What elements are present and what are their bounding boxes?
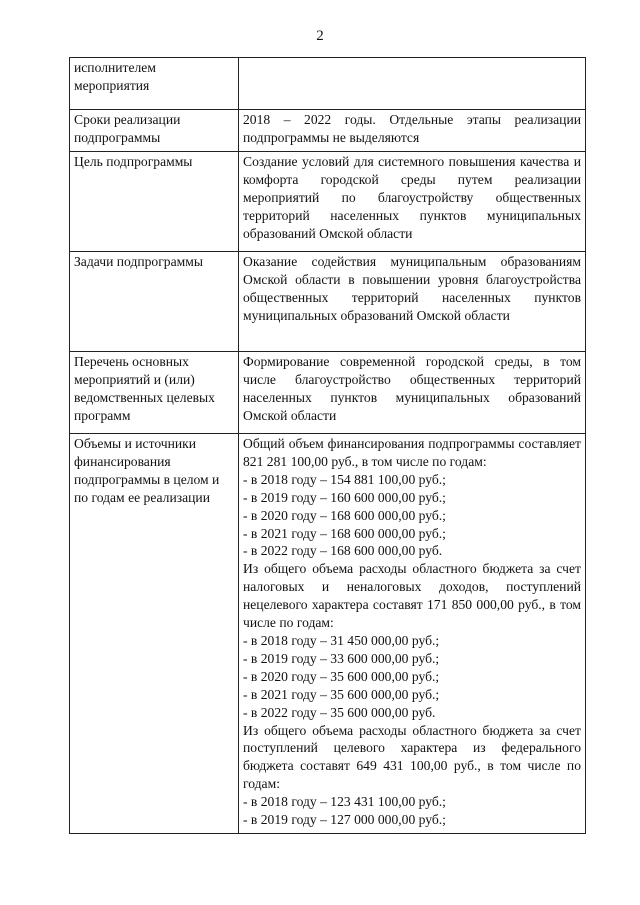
financing-line: Общий объем финансирования подпрограммы составляет 821 281 100,00 руб., в том числе по годам: (243, 436, 581, 469)
table-row (70, 434, 586, 834)
page-number: 2 (316, 28, 324, 44)
row-label: Цель подпрограммы (70, 152, 239, 252)
table-row (70, 110, 586, 152)
financing-line: - в 2019 году – 33 600 000,00 руб.; (243, 650, 440, 666)
row-label: исполнителем мероприятия (70, 58, 239, 110)
subprogram-passport-table (69, 57, 586, 834)
financing-line: - в 2019 году – 160 600 000,00 руб.; (243, 489, 446, 505)
row-label: Сроки реализации подпрограммы (70, 110, 239, 152)
row-value: Формирование современной городской среды, в том числе благоустройство общественных территорий населенных пунктов муниципальных образований Омской области (239, 352, 586, 434)
row-value: Оказание содействия муниципальным образованиям Омской области в повышении уровня благоустройства общественных территорий населенных пунктов муниципальных образований Омской области (239, 252, 586, 352)
table-row (70, 252, 586, 352)
row-value: Создание условий для системного повышения качества и комфорта городской среды путем реализации мероприятий по благоустройству общественных территорий населенных пунктов муниципальных образований Омской области (239, 152, 586, 252)
financing-line: Из общего объема расходы областного бюджета за счет поступлений целевого характера из федерального бюджета составят 649 431 100,00 руб., в том числе по годам: (243, 722, 581, 792)
financing-line: - в 2019 году – 127 000 000,00 руб.; (243, 812, 446, 828)
row-label: Задачи подпрограммы (70, 252, 239, 352)
financing-line: - в 2018 году – 154 881 100,00 руб.; (243, 471, 446, 487)
financing-line: - в 2021 году – 35 600 000,00 руб.; (243, 686, 440, 702)
financing-line: - в 2020 году – 35 600 000,00 руб.; (243, 668, 440, 684)
financing-line: - в 2021 году – 168 600 000,00 руб.; (243, 525, 446, 541)
financing-line: - в 2018 году – 123 431 100,00 руб.; (243, 794, 446, 810)
row-value: 2018 – 2022 годы. Отдельные этапы реализации подпрограммы не выделяются (239, 110, 586, 152)
table-row (70, 352, 586, 434)
financing-line: - в 2022 году – 35 600 000,00 руб. (243, 704, 436, 720)
row-label: Объемы и источники финансирования подпрограммы в целом и по годам ее реализации (70, 434, 239, 834)
financing-line: - в 2022 году – 168 600 000,00 руб. (243, 543, 443, 559)
table-row (70, 152, 586, 252)
financing-details (239, 434, 586, 834)
row-value (239, 58, 586, 110)
row-label: Перечень основных мероприятий и (или) ведомственных целевых программ (70, 352, 239, 434)
table-row (70, 58, 586, 110)
financing-line: - в 2018 году – 31 450 000,00 руб.; (243, 632, 440, 648)
financing-line: Из общего объема расходы областного бюджета за счет налоговых и неналоговых доходов, поступлений нецелевого характера составят 171 850 000,00 руб., в том числе по годам: (243, 561, 581, 631)
financing-line: - в 2020 году – 168 600 000,00 руб.; (243, 507, 446, 523)
